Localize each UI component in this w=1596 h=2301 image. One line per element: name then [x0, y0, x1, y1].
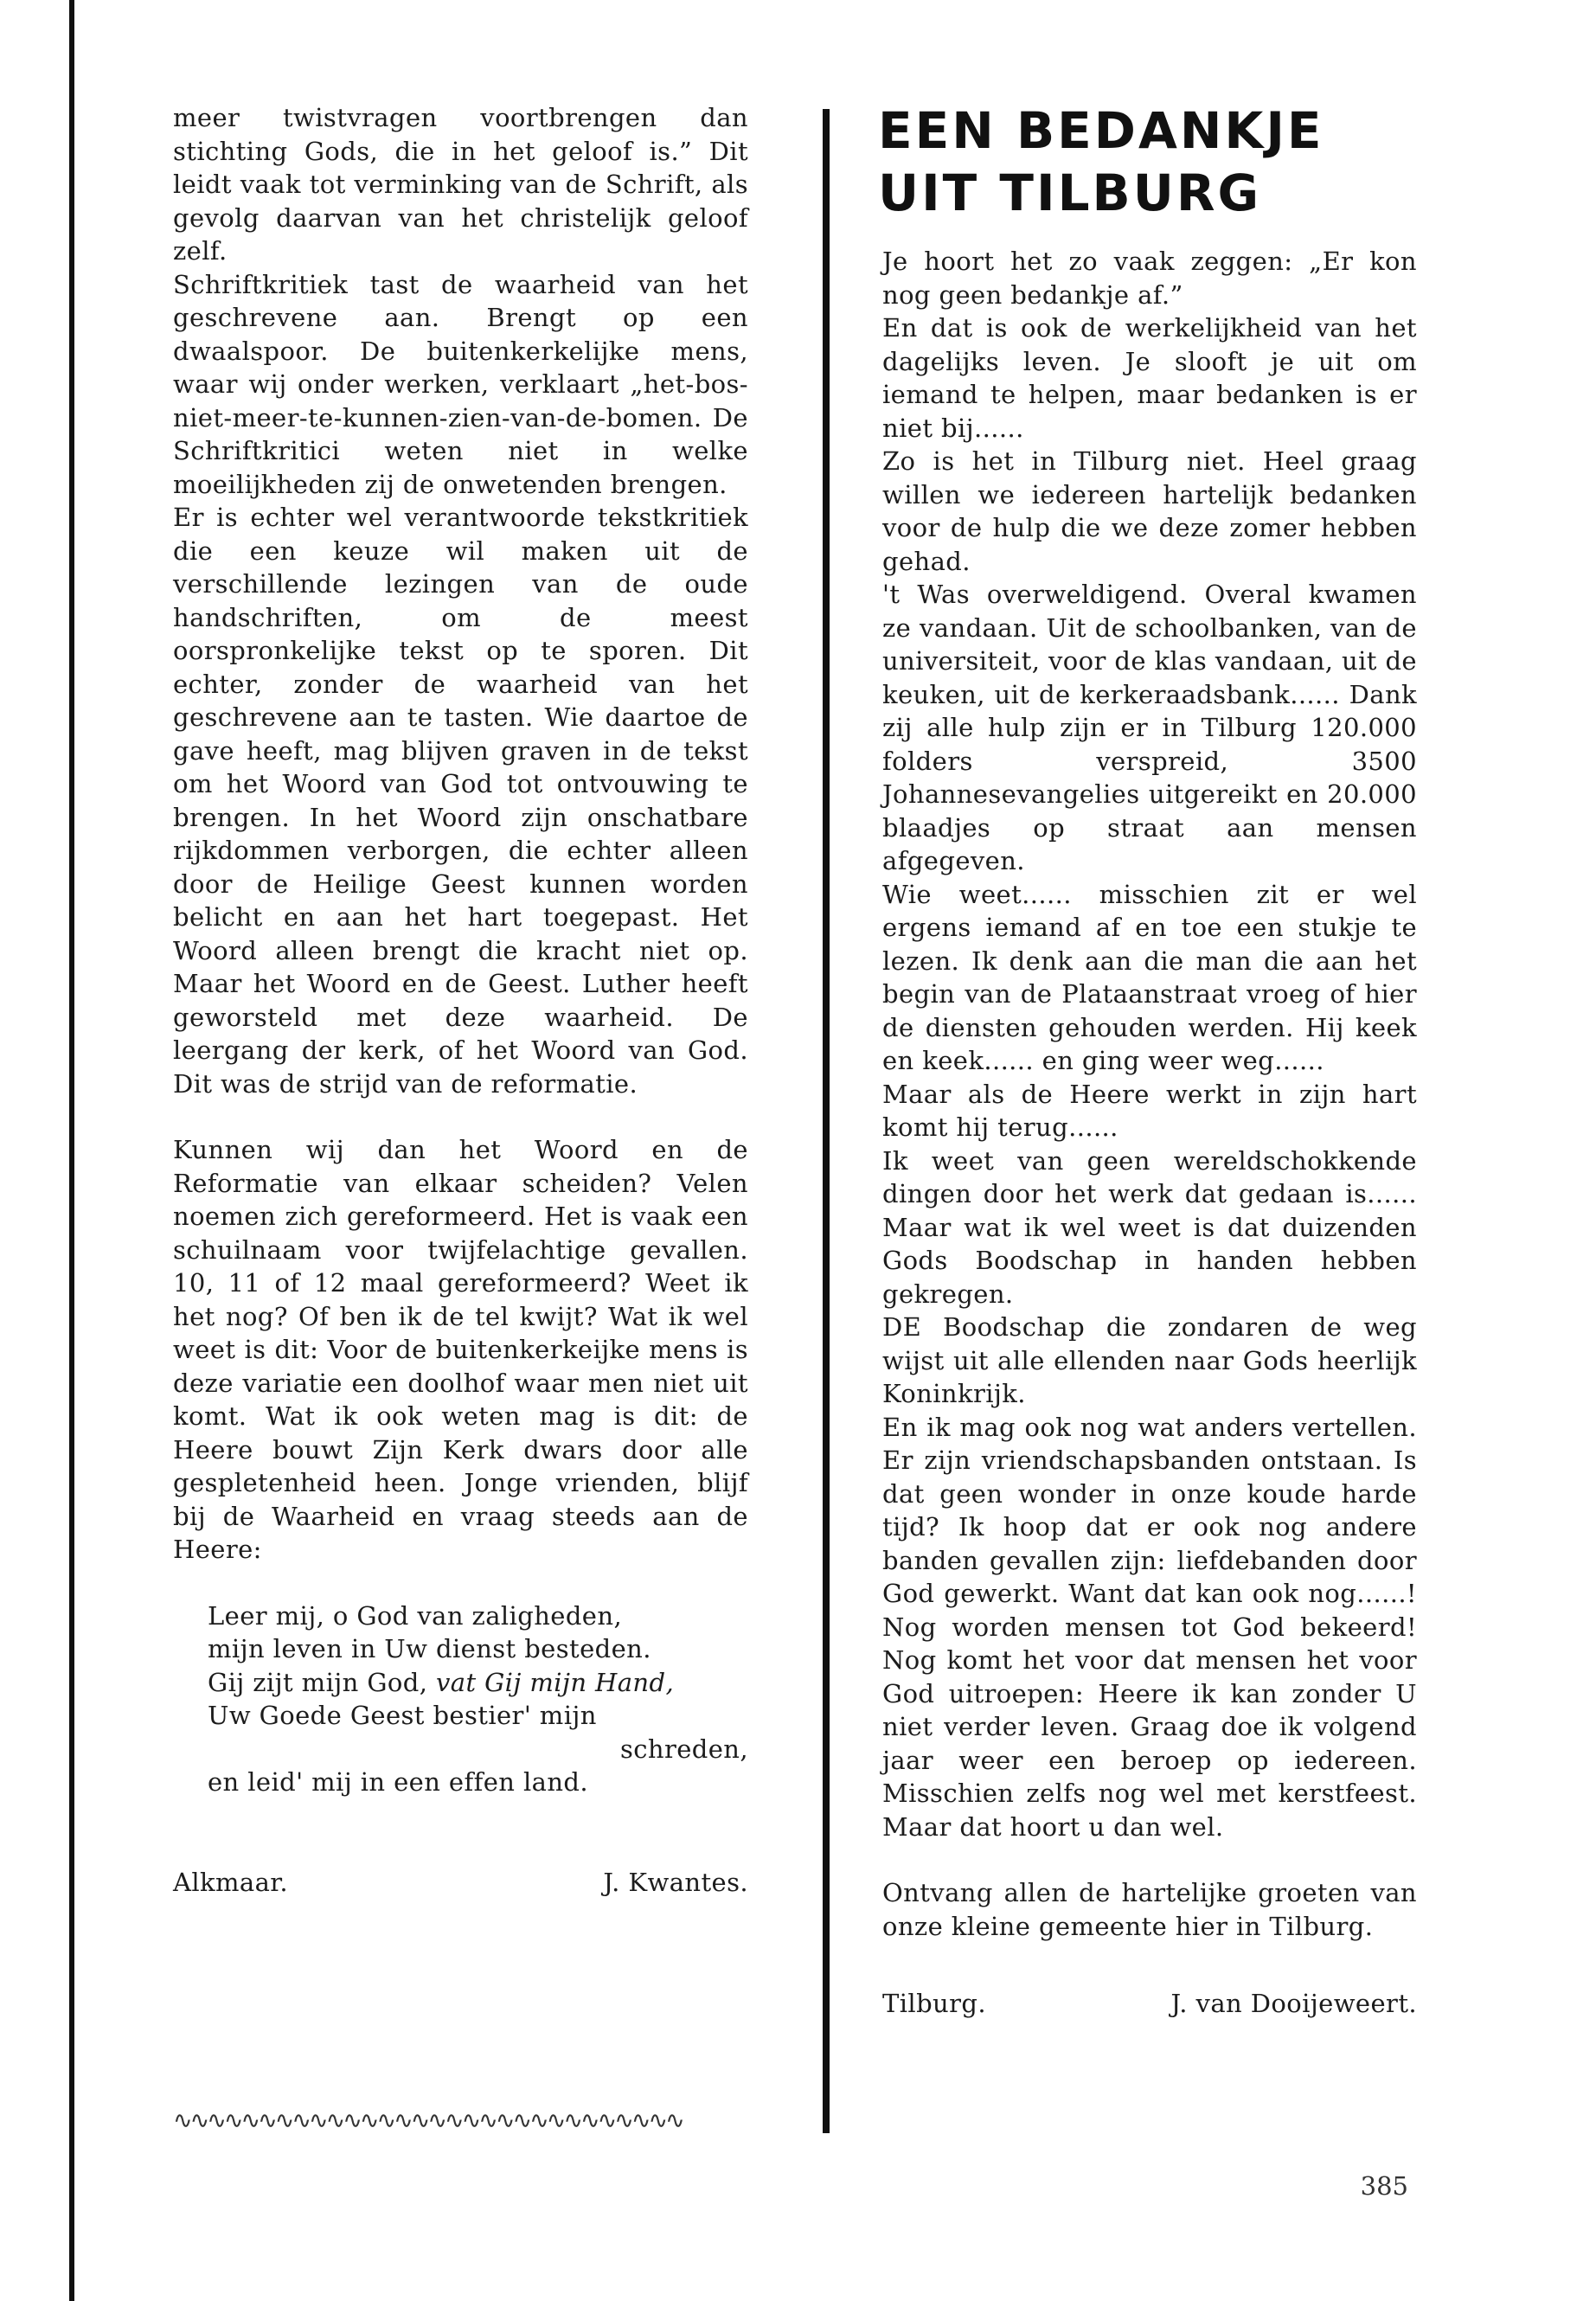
right-paragraph-4: 't Was overweldigend. Overal kwamen ze vandaan. Uit de schoolbanken, van de universiteit, voor de klas vandaan, uit de keuken, uit de kerkeraadsbank...... Dank zij alle hulp zijn er in Tilburg 120.000 folders verspreid, 3500 Johannesevangelies uitgereikt en 20.000 blaadjes op straat aan mensen afgegeven. — [882, 580, 1417, 875]
right-paragraph-6: Maar als de Heere werkt in zijn hart komt hij terug...... — [882, 1079, 1417, 1142]
right-paragraph-10: Ontvang allen de hartelijke groeten van onze kleine gemeente hier in Tilburg. — [882, 1878, 1417, 1941]
left-paragraph-1: meer twistvragen voortbrengen dan stichting Gods, die in het geloof is.” Dit leidt vaak tot verminking van de Schrift, als gevolg daarvan van het christelijk geloof zelf. — [173, 103, 748, 266]
poem-line-6: en leid' mij in een effen land. — [208, 1767, 589, 1797]
poem — [208, 1599, 748, 1799]
headline-line-2: UIT TILBURG — [878, 163, 1262, 222]
poem-line-3-start: Gij zijt mijn God, — [208, 1667, 436, 1697]
left-paragraph-4: Kunnen wij dan het Woord en de Reformatie van elkaar scheiden? Velen noemen zich gereformeerd. Het is vaak een schuilnaam voor twijfelachtige gevallen. 10, 11 of 12 maal gereformeerd? Weet ik het nog? Of ben ik de tel kwijt? Wat ik wel weet is dit: Voor de buitenkerkeijke mens is deze variatie een doolhof waar men niet uit komt. Wat ik ook weten mag is dit: de Heere bouwt Zijn Kerk dwars door alle gespletenheid heen. Jonge vrienden, blijf bij de Waarheid en vraag steeds aan de Heere: — [173, 1135, 748, 1564]
right-paragraph-7: Ik weet van geen wereldschokkende dingen door het werk dat gedaan is...... Maar wat ik wel weet is dat duizenden Gods Boodschap in handen hebben gekregen. — [882, 1145, 1417, 1309]
headline-line-1: EEN BEDANKJE — [878, 101, 1324, 160]
poem-line-3-italic: vat Gij mijn Hand, — [435, 1667, 675, 1697]
left-signature — [173, 1866, 748, 1900]
left-paragraph-2: Schriftkritiek tast de waarheid van het geschrevene aan. Brengt op een dwaalspoor. De buitenkerkelijke mens, waar wij onder werken, verklaart „het-bos-niet-meer-te-kunnen-zien-van-de-bomen. De Schriftkritici weten niet in welke moeilijkheden zij de onwetenden brengen. — [173, 269, 748, 499]
left-signature-place: Alkmaar. — [173, 1867, 288, 1897]
poem-line-5: schreden, — [619, 1734, 748, 1764]
decorative-border: ∿∿∿∿∿∿∿∿∿∿∿∿∿∿∿∿∿∿∿∿∿∿∿∿∿∿∿∿∿∿ — [173, 2111, 683, 2131]
right-signature-author: J. van Dooijeweert. — [1170, 1989, 1417, 2018]
page-edge-shadow — [69, 0, 74, 2301]
left-paragraph-3: Er is echter wel verantwoorde tekstkritiek die een keuze wil maken uit de verschillende lezingen van de oude handschriften, om de meest oorspronkelijke tekst op te sporen. Dit echter, zonder de waarheid van het geschrevene aan te tasten. Wie daartoe de gave heeft, mag blijven graven in de tekst om het Woord van God tot ontvouwing te brengen. In het Woord zijn onschatbare rijkdommen verborgen, die echter alleen door de Heilige Geest kunnen worden belicht en aan het hart toegepast. Het Woord alleen brengt die kracht niet op. Maar het Woord en de Geest. Luther heeft geworsteld met deze waarheid. De leergang der kerk, of het Woord van God. Dit was de strijd van de reformatie. — [173, 503, 748, 1099]
poem-line-2: mijn leven in Uw dienst besteden. — [208, 1634, 651, 1663]
right-paragraph-9: En ik mag ook nog wat anders vertellen. Er zijn vriendschapsbanden ontstaan. Is dat geen wonder in onze koude harde tijd? Ik hoop dat er ook nog andere banden gevallen zijn: liefdebanden door God gewerkt. Want dat kan ook nog......! Nog worden mensen tot God bekeerd! Nog komt het voor dat mensen het voor God uitroepen: Heere ik kan zonder U niet verder leven. Graag doe ik volgend jaar weer een beroep op iedereen. Misschien zelfs nog wel met kerstfeest. Maar dat hoort u dan wel. — [882, 1412, 1417, 1842]
right-paragraph-5: Wie weet...... misschien zit er wel ergens iemand af en toe een stukje te lezen. Ik denk aan die man die aan het begin van de Plataanstraat vroeg of hier de diensten gehouden werden. Hij keek en keek...... en ging weer weg...... — [882, 879, 1417, 1075]
right-signature-place: Tilburg. — [882, 1989, 986, 2018]
paragraph-gap — [882, 1843, 1417, 1876]
poem-line-3 — [208, 1666, 748, 1700]
article-headline — [878, 99, 1414, 224]
right-paragraph-2: En dat is ook de werkelijkheid van het dagelijks leven. Je slooft je uit om iemand te helpen, maar bedanken is er niet bij...... — [882, 313, 1417, 443]
right-paragraph-1: Je hoort het zo vaak zeggen: „Er kon nog geen bedankje af.” — [882, 247, 1417, 310]
right-column — [882, 245, 1417, 2021]
paragraph-gap — [173, 1100, 748, 1133]
left-column — [173, 101, 748, 1899]
column-divider-rule — [823, 109, 830, 2133]
right-paragraph-3: Zo is het in Tilburg niet. Heel graag willen we iedereen hartelijk bedanken voor de hulp die we deze zomer hebben gehad. — [882, 446, 1417, 576]
right-paragraph-8: DE Boodschap die zondaren de weg wijst uit alle ellenden naar Gods heerlijk Koninkrijk. — [882, 1312, 1417, 1408]
poem-line-1: Leer mij, o God van zaligheden, — [208, 1600, 623, 1631]
page-number: 385 — [1360, 2171, 1408, 2201]
left-signature-author: J. Kwantes. — [603, 1867, 748, 1897]
right-signature — [882, 1987, 1417, 2021]
poem-line-4: Uw Goede Geest bestier' mijn — [208, 1701, 597, 1730]
